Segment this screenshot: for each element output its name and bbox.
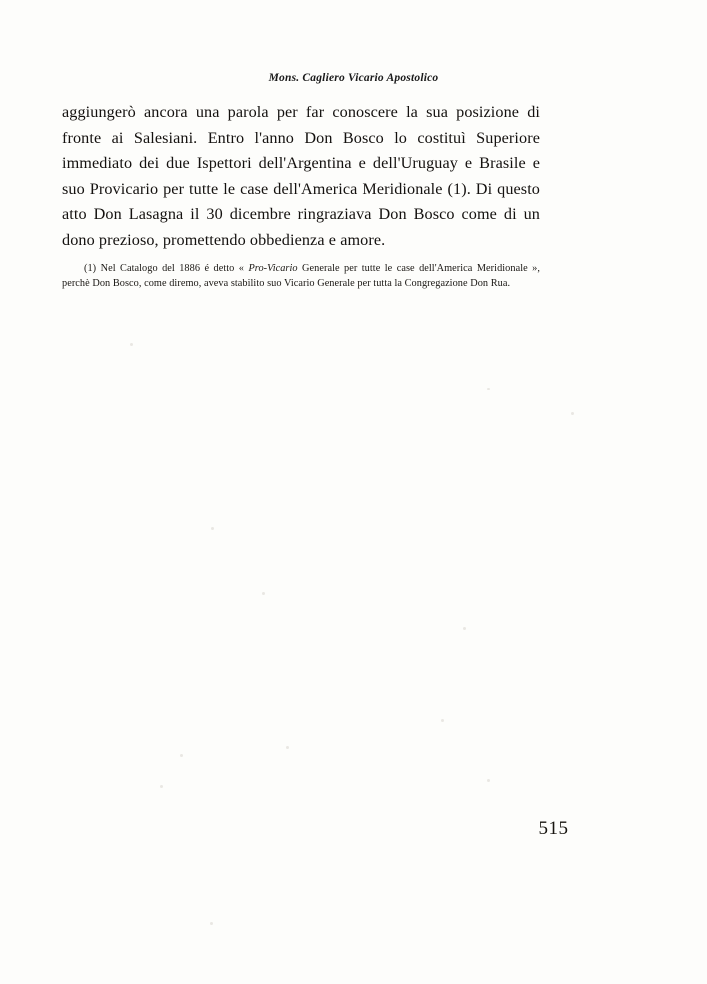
paper-speck: [210, 922, 213, 925]
footnote-text-before: Nel Catalogo del 1886 é detto «: [100, 263, 249, 274]
body-paragraph: aggiungerò ancora una parola per far conoscere la sua posizione di fronte ai Salesiani. Entro l'anno Don Bosco lo costituì Superiore immediato dei due Ispettori dell'Argentina e dell'Uruguay e Brasile e suo Provicario per tutte le case dell'America Meridionale (1). Di questo atto Don Lasagna il 30 dicembre ringraziava Don Bosco come di un dono prezioso, promettendo obbedienza e amore.: [62, 103, 540, 249]
paper-speck: [286, 746, 289, 749]
paper-speck: [130, 343, 133, 346]
footnote-italic-term: Pro-Vicario: [248, 263, 298, 274]
running-head: Mons. Cagliero Vicario Apostolico: [268, 72, 439, 84]
paper-speck: [441, 719, 444, 722]
paper-speck: [180, 754, 183, 757]
footnote-paragraph: [62, 262, 540, 291]
body-text-block: [62, 100, 540, 254]
paper-speck: [463, 627, 466, 630]
paper-speck: [571, 412, 574, 415]
paper-speck: [211, 527, 214, 530]
paper-speck: [487, 779, 490, 782]
footnote-block: [62, 262, 540, 291]
paper-speck: [487, 388, 490, 390]
paper-speck: [160, 785, 163, 788]
footnote-text-after: Generale per tutte le case dell'America Meridionale », perchè Don Bosco, come diremo, aveva stabilito suo Vicario Generale per tutta la Congregazione Don Rua.: [62, 263, 540, 289]
page-number-value: 515: [538, 818, 569, 839]
page-number: [0, 818, 707, 840]
footnote-marker: (1): [84, 263, 97, 274]
paper-speck: [262, 592, 265, 595]
